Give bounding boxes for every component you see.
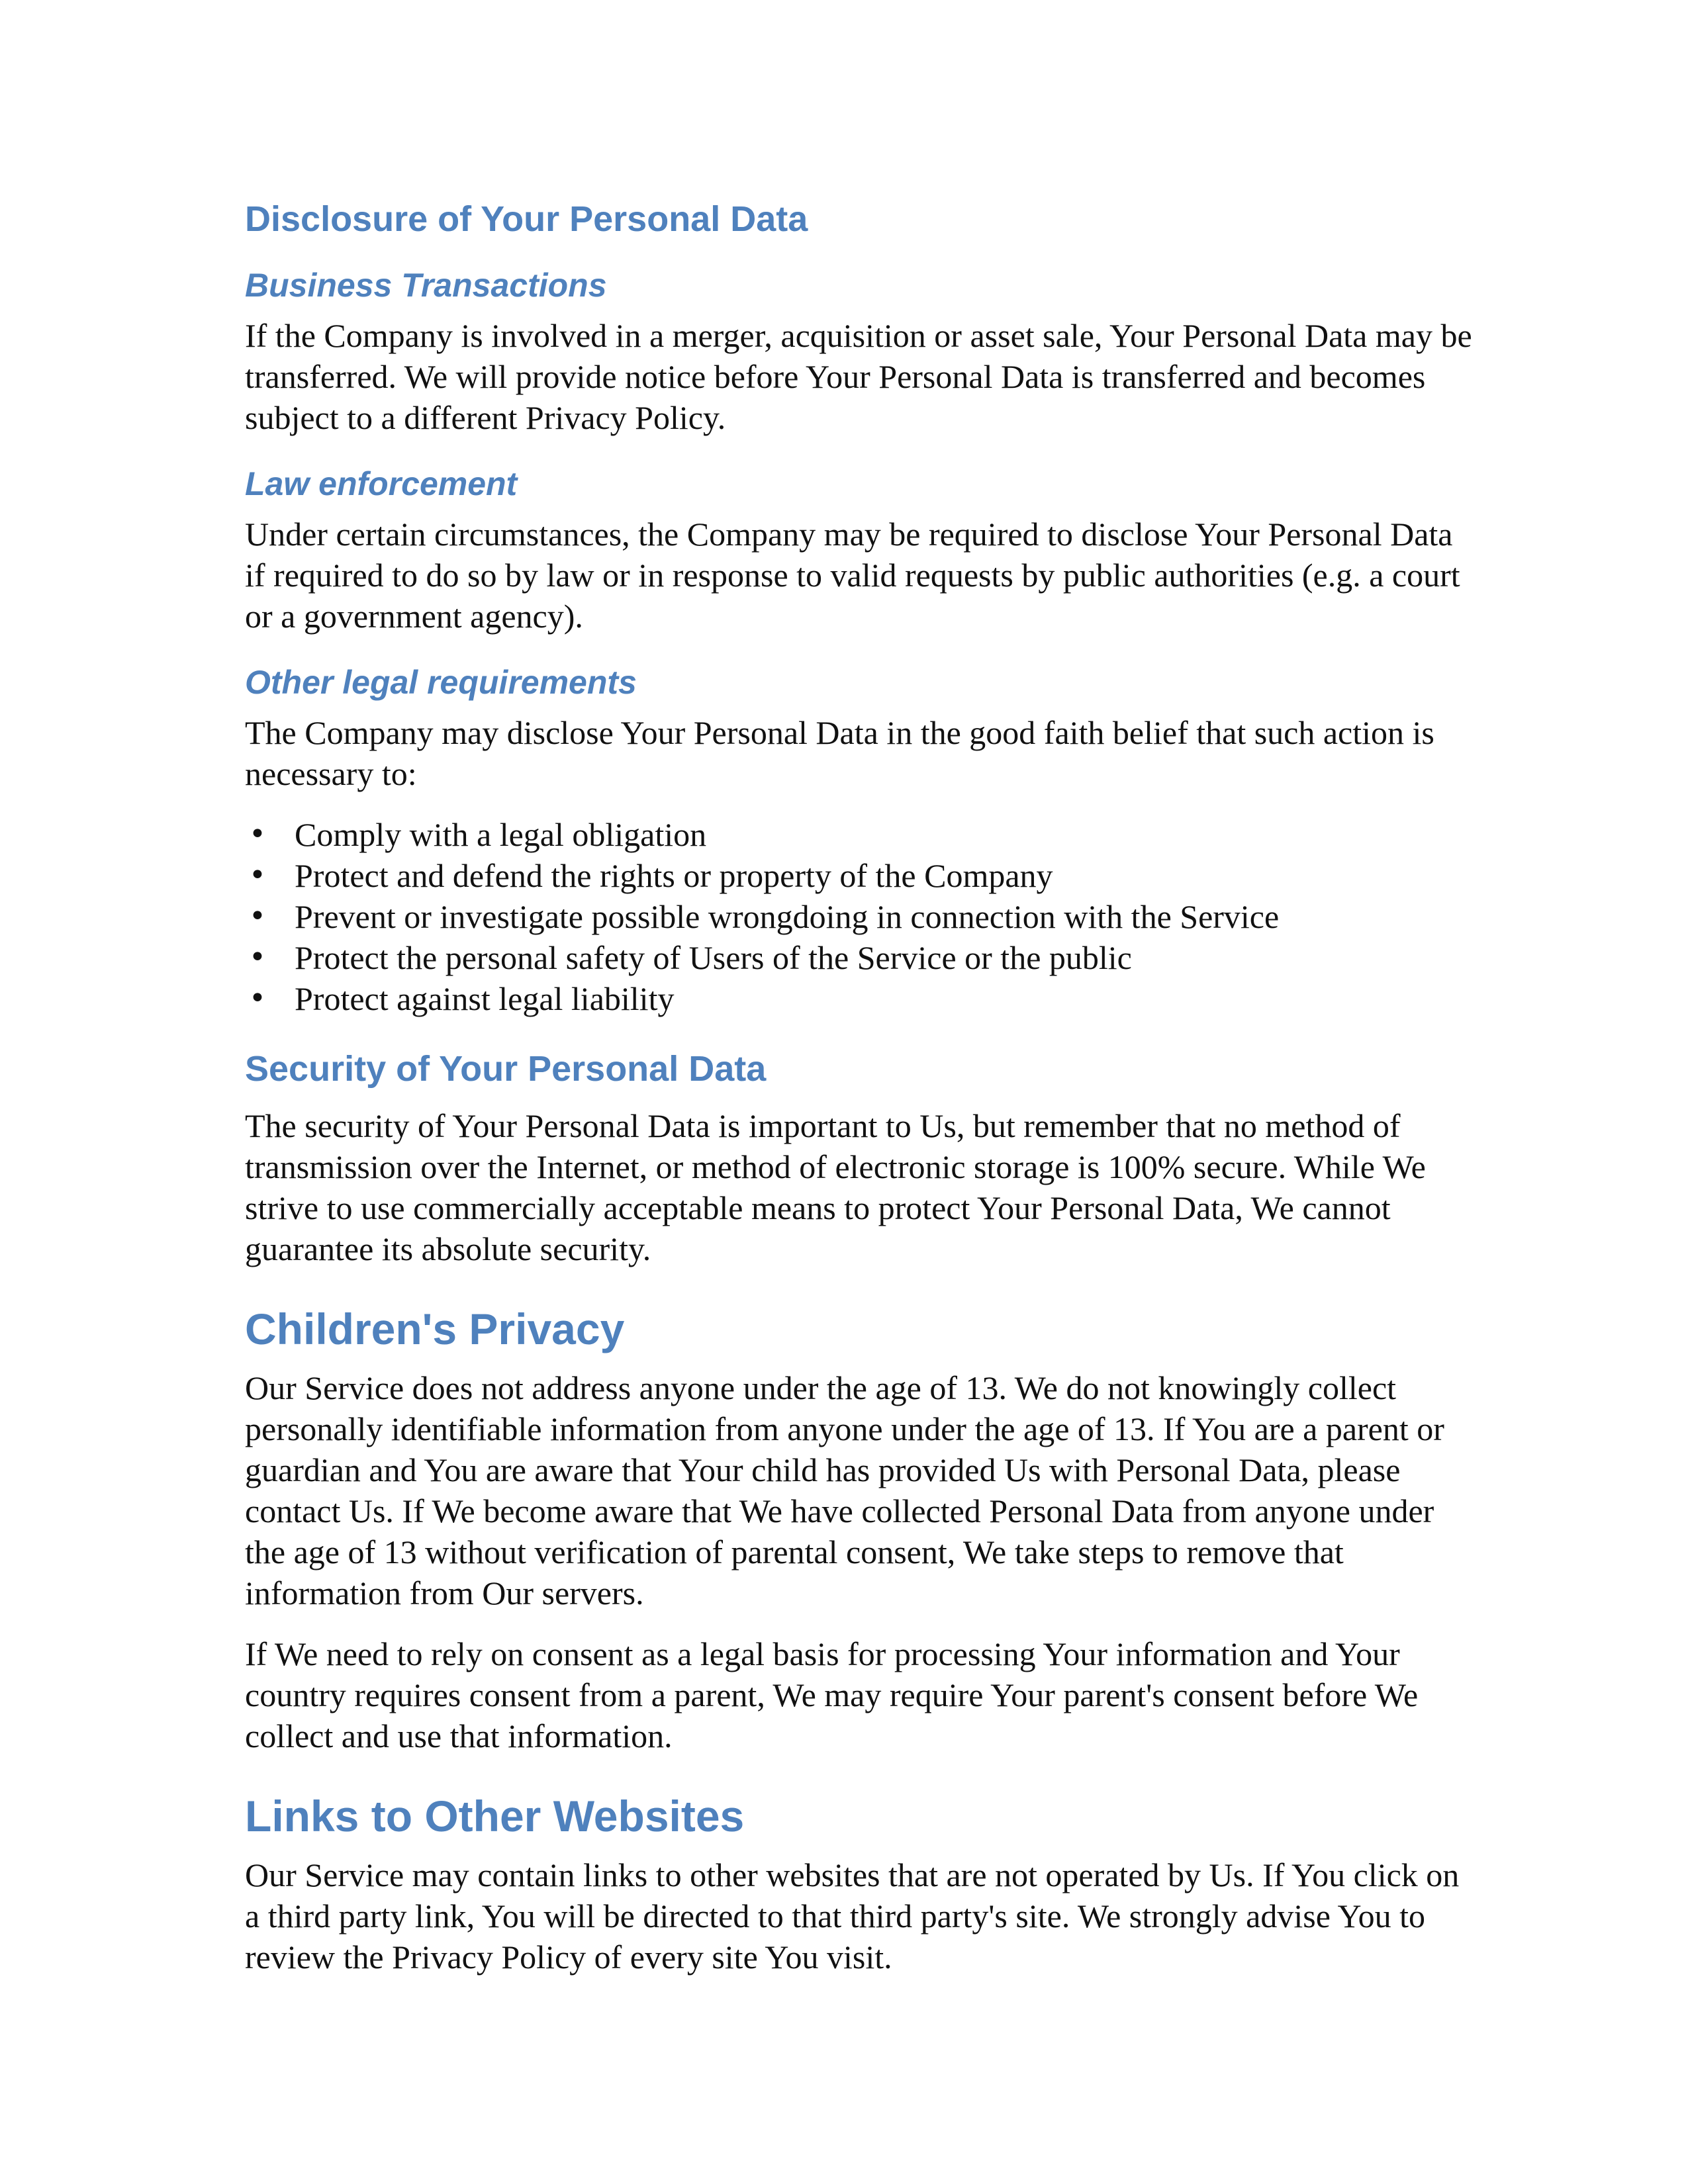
list-item: [245, 978, 1476, 1019]
list-item-text: Protect and defend the rights or property of the Company: [295, 857, 1053, 894]
bullet-icon: •: [249, 817, 266, 851]
paragraph-links-to-other-websites: Our Service may contain links to other websites that are not operated by Us. If You click on a third party link, You will be directed to that third party's site. We strongly advise You to review the Privacy Policy of every site You visit.: [245, 1856, 1460, 1976]
list-item: [245, 814, 1476, 855]
paragraph-childrens-privacy-2: If We need to rely on consent as a legal basis for processing Your information and Your country requires consent from a parent, We may require Your parent's consent before We collect and use that information.: [245, 1635, 1419, 1754]
paragraph-business-transactions: If the Company is involved in a merger, acquisition or asset sale, Your Personal Data may be transferred. We will provide notice before Your Personal Data is transferred and becomes subject to a different Privacy Policy.: [245, 317, 1472, 436]
heading-childrens-privacy: Children's Privacy: [245, 1304, 625, 1353]
bullet-icon: •: [249, 940, 266, 974]
list-item-text: Protect against legal liability: [295, 980, 675, 1017]
document-content: [245, 0, 1476, 1997]
paragraph-law-enforcement: Under certain circumstances, the Company may be required to disclose Your Personal Data if required to do so by law or in response to valid requests by public authorities (e.g. a court or a government agency).: [245, 516, 1460, 635]
list-item: [245, 937, 1476, 978]
bullet-icon: •: [249, 981, 266, 1015]
subheading-law-enforcement: Law enforcement: [245, 465, 518, 502]
subheading-business-transactions: Business Transactions: [245, 267, 607, 304]
heading-disclosure-of-personal-data: Disclosure of Your Personal Data: [245, 199, 808, 239]
list-item-text: Comply with a legal obligation: [295, 816, 707, 853]
list-item-text: Prevent or investigate possible wrongdoing in connection with the Service: [295, 898, 1280, 935]
paragraph-childrens-privacy-1: Our Service does not address anyone under the age of 13. We do not knowingly collect personally identifiable information from anyone under the age of 13. If You are a parent or guardian and You are aware that Your child has provided Us with Personal Data, please contact Us. If We become aware that We have collected Personal Data from anyone under the age of 13 without verification of parental consent, We take steps to remove that information from Our servers.: [245, 1369, 1444, 1612]
bullet-icon: •: [249, 899, 266, 933]
heading-security-of-personal-data: Security of Your Personal Data: [245, 1049, 767, 1089]
legal-necessity-bullet-list: [245, 814, 1476, 1019]
list-item: [245, 896, 1476, 937]
heading-links-to-other-websites: Links to Other Websites: [245, 1792, 745, 1841]
paragraph-other-legal-intro: The Company may disclose Your Personal Data in the good faith belief that such action is necessary to:: [245, 714, 1434, 792]
paragraph-security: The security of Your Personal Data is important to Us, but remember that no method of transmission over the Internet, or method of electronic storage is 100% secure. While We strive to use commercially acceptable means to protect Your Personal Data, We cannot guarantee its absolute security.: [245, 1107, 1426, 1267]
subheading-other-legal-requirements: Other legal requirements: [245, 664, 637, 701]
list-item: [245, 855, 1476, 896]
bullet-icon: •: [249, 858, 266, 892]
list-item-text: Protect the personal safety of Users of the Service or the public: [295, 939, 1132, 976]
